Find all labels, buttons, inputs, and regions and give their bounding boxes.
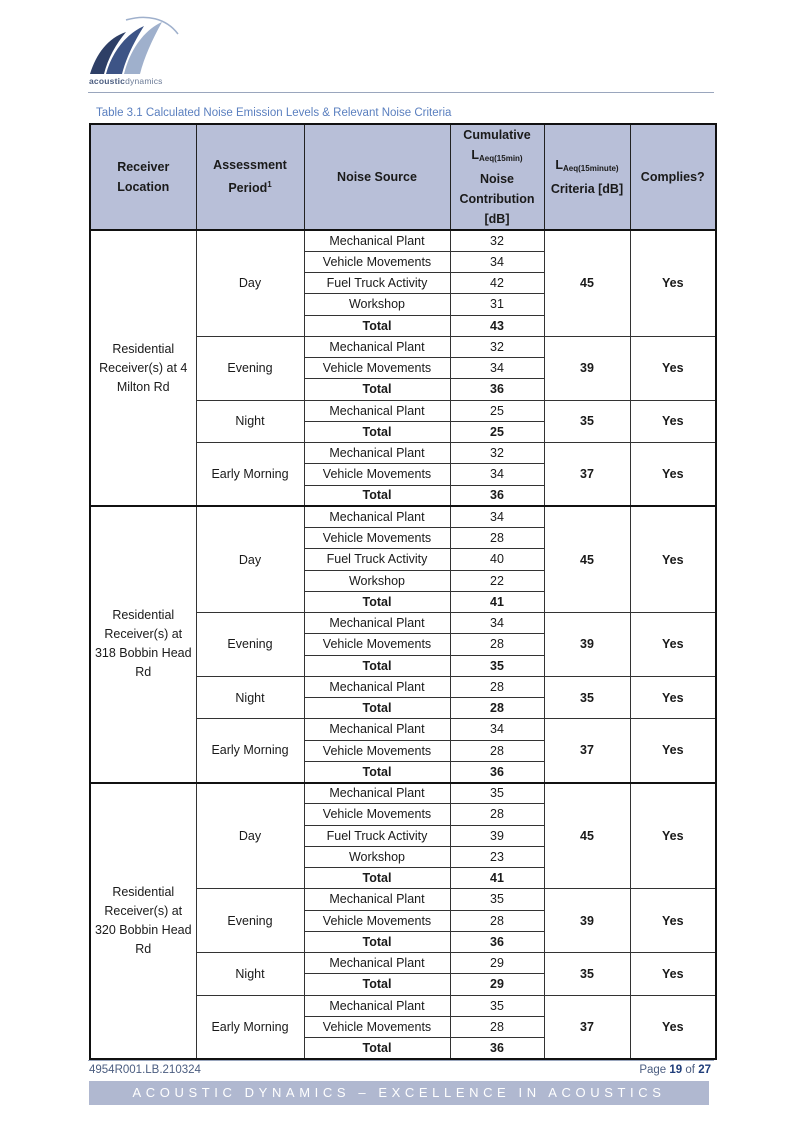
noise-source: Total [304,974,450,995]
noise-source: Vehicle Movements [304,634,450,655]
noise-source: Mechanical Plant [304,230,450,251]
page-number: Page 19 of 27 [639,1064,711,1076]
noise-contribution: 28 [450,740,544,761]
table-body [90,230,716,1059]
complies-status: Yes [630,783,716,889]
noise-contribution: 36 [450,485,544,506]
complies-status: Yes [630,719,716,783]
assessment-period: Evening [196,889,304,953]
table-row [90,783,716,804]
assessment-period: Evening [196,336,304,400]
noise-contribution: 28 [450,1016,544,1037]
noise-source: Workshop [304,294,450,315]
noise-source: Total [304,761,450,782]
noise-source: Fuel Truck Activity [304,273,450,294]
noise-contribution: 35 [450,655,544,676]
noise-contribution: 36 [450,761,544,782]
col-header-receiver: Receiver Location [90,124,196,230]
noise-source: Mechanical Plant [304,719,450,740]
noise-source: Total [304,698,450,719]
footer-banner: ACOUSTIC DYNAMICS – EXCELLENCE IN ACOUSTICS [89,1081,709,1105]
noise-source: Total [304,591,450,612]
noise-source: Mechanical Plant [304,443,450,464]
header-divider [88,92,714,93]
noise-contribution: 31 [450,294,544,315]
noise-source: Mechanical Plant [304,783,450,804]
noise-contribution: 43 [450,315,544,336]
noise-contribution: 39 [450,825,544,846]
assessment-period: Night [196,676,304,719]
noise-contribution: 42 [450,273,544,294]
noise-criteria: 45 [544,506,630,612]
assessment-period: Day [196,230,304,336]
noise-source: Total [304,485,450,506]
col-header-period: Assessment Period$^1$ [196,124,304,230]
noise-contribution: 34 [450,464,544,485]
assessment-period: Early Morning [196,719,304,783]
noise-contribution: 36 [450,379,544,400]
noise-criteria: 35 [544,400,630,443]
noise-source: Mechanical Plant [304,336,450,357]
noise-contribution: 41 [450,868,544,889]
receiver-location: Residential Receiver(s) at 318 Bobbin Head Rd [90,506,196,782]
noise-contribution: 41 [450,591,544,612]
noise-source: Total [304,655,450,676]
noise-criteria: 37 [544,719,630,783]
noise-criteria: 35 [544,676,630,719]
noise-contribution: 32 [450,336,544,357]
complies-status: Yes [630,506,716,612]
complies-status: Yes [630,400,716,443]
noise-contribution: 35 [450,783,544,804]
table-caption: Table 3.1 Calculated Noise Emission Levels & Relevant Noise Criteria [96,107,452,119]
noise-contribution: 34 [450,358,544,379]
noise-contribution: 35 [450,889,544,910]
noise-source: Total [304,1038,450,1059]
noise-contribution: 25 [450,421,544,442]
noise-source: Mechanical Plant [304,506,450,527]
noise-source: Mechanical Plant [304,953,450,974]
document-reference: 4954R001.LB.210324 [89,1064,201,1076]
noise-criteria: 37 [544,443,630,507]
noise-contribution: 34 [450,506,544,527]
noise-contribution: 28 [450,528,544,549]
assessment-period: Early Morning [196,443,304,507]
noise-contribution: 28 [450,910,544,931]
noise-contribution: 22 [450,570,544,591]
noise-source: Total [304,379,450,400]
table-row [90,230,716,251]
col-header-cumulative: Cumulative $L_{Aeq(15min)}$ Noise Contribution [dB] [450,124,544,230]
noise-contribution: 35 [450,995,544,1016]
noise-source: Vehicle Movements [304,358,450,379]
noise-source: Workshop [304,570,450,591]
noise-source: Mechanical Plant [304,995,450,1016]
assessment-period: Night [196,400,304,443]
noise-criteria: 39 [544,889,630,953]
noise-source: Vehicle Movements [304,804,450,825]
noise-contribution: 36 [450,931,544,952]
noise-contribution: 28 [450,676,544,697]
col-header-complies: Complies? [630,124,716,230]
noise-source: Mechanical Plant [304,676,450,697]
receiver-location: Residential Receiver(s) at 4 Milton Rd [90,230,196,506]
complies-status: Yes [630,443,716,507]
complies-status: Yes [630,889,716,953]
complies-status: Yes [630,230,716,336]
company-name: acousticdynamics [89,76,163,86]
noise-source: Total [304,315,450,336]
complies-status: Yes [630,613,716,677]
assessment-period: Night [196,953,304,996]
noise-source: Workshop [304,846,450,867]
noise-criteria: 37 [544,995,630,1059]
assessment-period: Day [196,783,304,889]
noise-contribution: 29 [450,974,544,995]
noise-contribution: 34 [450,719,544,740]
noise-contribution: 28 [450,804,544,825]
noise-source: Vehicle Movements [304,251,450,272]
noise-criteria: 45 [544,783,630,889]
noise-criteria: 39 [544,336,630,400]
noise-source: Total [304,421,450,442]
noise-source: Vehicle Movements [304,1016,450,1037]
noise-contribution: 28 [450,698,544,719]
noise-contribution: 34 [450,613,544,634]
noise-contribution: 40 [450,549,544,570]
noise-contribution: 23 [450,846,544,867]
noise-source: Vehicle Movements [304,464,450,485]
noise-criteria: 39 [544,613,630,677]
noise-criteria: 35 [544,953,630,996]
assessment-period: Early Morning [196,995,304,1059]
noise-source: Mechanical Plant [304,613,450,634]
noise-source: Total [304,931,450,952]
complies-status: Yes [630,336,716,400]
noise-source: Fuel Truck Activity [304,549,450,570]
noise-contribution: 28 [450,634,544,655]
complies-status: Yes [630,995,716,1059]
assessment-period: Evening [196,613,304,677]
noise-contribution: 29 [450,953,544,974]
noise-source: Vehicle Movements [304,528,450,549]
col-header-criteria: $L_{Aeq(15minute)}$ Criteria [dB] [544,124,630,230]
noise-source: Total [304,868,450,889]
noise-contribution: 32 [450,230,544,251]
assessment-period: Day [196,506,304,612]
noise-contribution: 36 [450,1038,544,1059]
complies-status: Yes [630,676,716,719]
noise-source: Vehicle Movements [304,740,450,761]
noise-contribution: 25 [450,400,544,421]
noise-source: Fuel Truck Activity [304,825,450,846]
noise-criteria: 45 [544,230,630,336]
table-row [90,506,716,527]
col-header-source: Noise Source [304,124,450,230]
receiver-location: Residential Receiver(s) at 320 Bobbin Head Rd [90,783,196,1059]
noise-source: Vehicle Movements [304,910,450,931]
noise-source: Mechanical Plant [304,889,450,910]
footer-divider [88,1060,714,1061]
complies-status: Yes [630,953,716,996]
noise-contribution: 34 [450,251,544,272]
noise-source: Mechanical Plant [304,400,450,421]
noise-contribution: 32 [450,443,544,464]
noise-emission-table [89,123,717,1060]
